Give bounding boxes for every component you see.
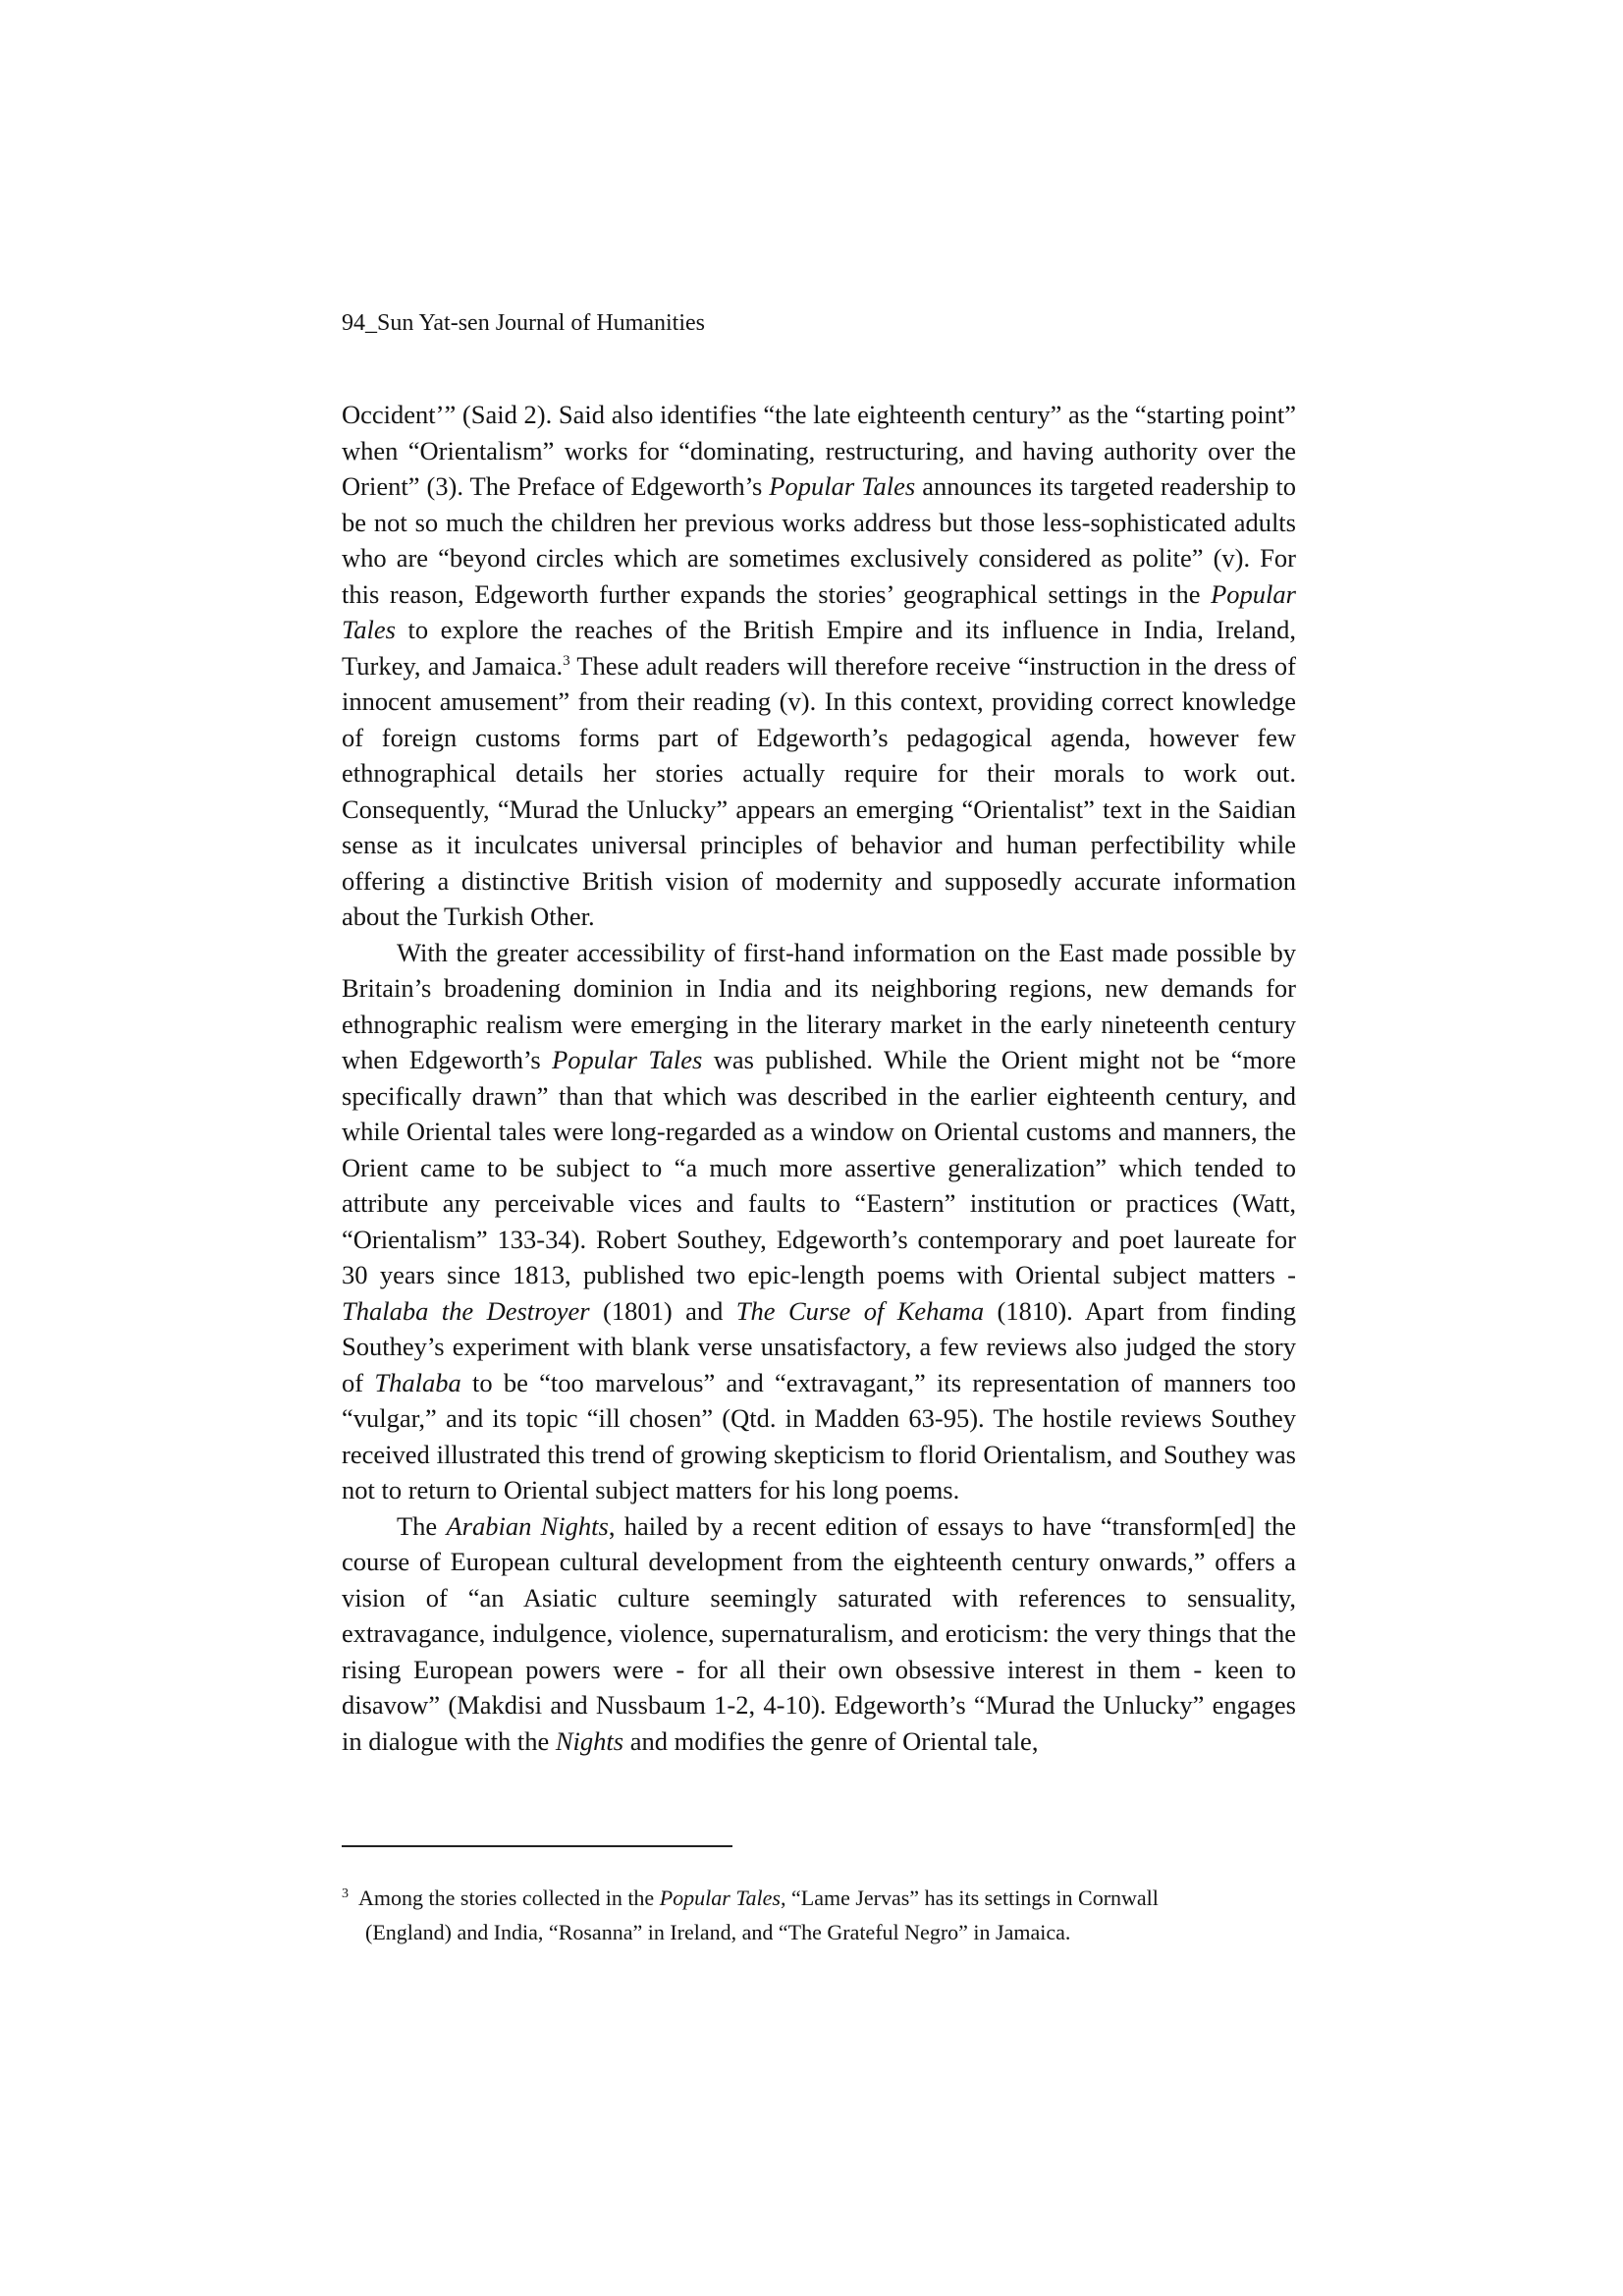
italic-title: Popular Tales [552,1045,703,1074]
running-head: 94_Sun Yat-sen Journal of Humanities [342,310,705,336]
italic-title: Arabian Nights [446,1510,609,1541]
text-span: was published. While the Orient might not be “more specifically drawn” than that which was described in the earlier eighteenth century, and while Oriental tales were long-regarded as a window on Oriental customs and manners, the Orient came to be subject to “a much more assertive generalization” which tended to attribute any perceivable vices and faults to “Eastern” institution or practices (Watt, “Orientalism” 133-34). Robert Southey, Edgeworth’s contemporary and poet laureate for 30 years since 1813, published two epic-length poems with Oriental subject matters - [342,1045,1296,1289]
italic-title: Thalaba the Destroyer [342,1295,590,1326]
text-span: With the greater accessibility of first-hand information on the East made possible by Britain’s broadening dominion in India and its neighboring regions, new demands for ethnographic realism were emerging in the literary market in the early nineteenth century when Edgeworth’s [342,937,1296,1074]
paragraph-2 [342,935,1296,1508]
text-span: The [397,1510,447,1541]
italic-title: Thalaba [374,1367,461,1397]
italic-title: Nights [555,1725,624,1756]
italic-title: The Curse of Kehama [735,1295,985,1326]
body-text [342,397,1296,1759]
footnote-divider [342,1845,732,1847]
footnote-continuation: (England) and India, “Rosanna” in Ireland, and “The Grateful Negro” in Jamaica. [365,1920,1071,1944]
footnote-marker: 3 [342,1886,349,1901]
footnote-3 [342,1881,1296,1949]
italic-title: Popular Tales [769,471,916,501]
text-span: , “Lame Jervas” has its settings in Cornwall [780,1886,1159,1910]
text-span: and modifies the genre of Oriental tale, [623,1725,1039,1756]
italic-title: Popular Tales [342,578,1296,644]
text-span: (1810). Apart from finding Southey’s experiment with blank verse unsatisfactory, a few reviews also judged the story of [342,1295,1297,1397]
paragraph-3 [342,1508,1296,1760]
text-span: Occident’” (Said 2). Said also identifies “the late eighteenth century” as the “starting point” when “Orientalism” works for “dominating, restructuring, and having authority over the Orient” (3). The Preface of Edgeworth’s [342,400,1296,501]
text-span: announces its targeted readership to be not so much the children her previous works address but those less-sophisticated adults who are “beyond circles which are sometimes exclusively considered as polite” (v). For this reason, Edgeworth further expands the stories’ geographical settings in the [342,471,1297,609]
text-span: These adult readers will therefore receive “instruction in the dress of innocent amusement” from their reading (v). In this context, providing correct knowledge of foreign customs forms part of Edgeworth’s pedagogical agenda, however few ethnographical details her stories actually require for their morals to work out. Consequently, “Murad the Unlucky” appears an emerging “Orientalist” text in the Saidian sense as it inculcates universal principles of behavior and human perfectibility while offering a distinctive British vision of modernity and supposedly accurate information about the Turkish Other. [342,650,1296,931]
footnote-reference[interactable]: 3 [563,652,570,669]
text-span: (1801) and [589,1295,736,1326]
text-span: , hailed by a recent edition of essays to have “transform[ed] the course of European cultural development from the eighteenth century onwards,” offers a vision of “an Asiatic culture seemingly saturated with references to sensuality, extravagance, indulgence, violence, supernaturalism, and eroticism: the very things that the rising European powers were - for all their own obsessive interest in them - keen to disavow” (Makdisi and Nussbaum 1-2, 4-10). Edgeworth’s “Murad the Unlucky” engages in dialogue with the [342,1510,1296,1756]
paragraph-1 [342,397,1296,935]
text-span: to be “too marvelous” and “extravagant,” its representation of manners too “vulgar,” and its topic “ill chosen” (Qtd. in Madden 63-95). The hostile reviews Southey received illustrated this trend of growing skepticism to florid Orientalism, and Southey was not to return to Oriental subject matters for his long poems. [342,1367,1296,1504]
text-span: Among the stories collected in the [358,1886,660,1910]
text-span: to explore the reaches of the British Empire and its influence in India, Ireland, Turkey, and Jamaica. [342,615,1296,681]
italic-title: Popular Tales [659,1886,781,1910]
